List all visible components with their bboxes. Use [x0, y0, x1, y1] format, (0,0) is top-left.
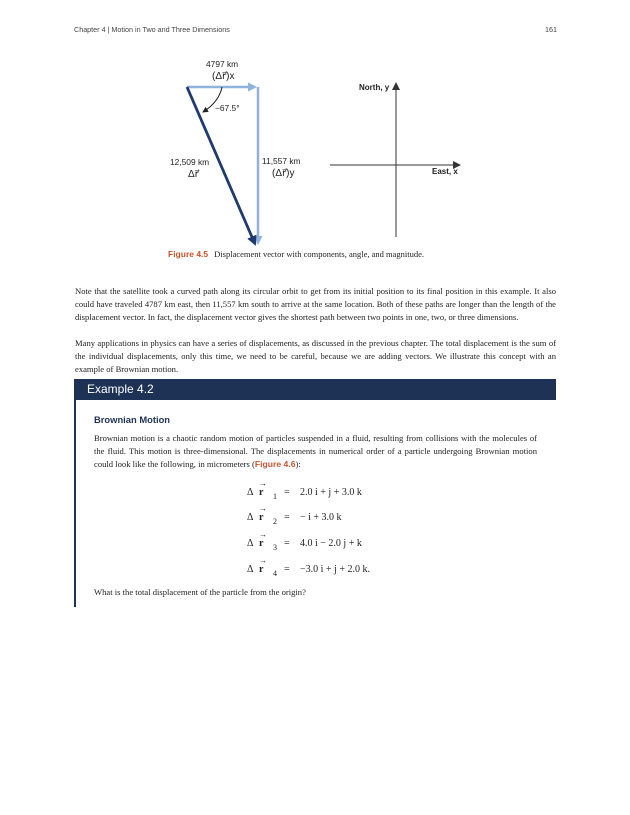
eq2-equals: =	[284, 512, 290, 523]
x-vector-label: (Δr⃗)x	[212, 71, 235, 82]
equation-1: Δ → r 1 = 2.0 i + j + 3.0 k	[247, 479, 362, 501]
y-magnitude-label: 11,557 km	[262, 156, 301, 166]
y-vector-label: (Δr⃗)y	[272, 168, 295, 179]
example-header-bar	[74, 379, 556, 400]
eq4-equals: =	[284, 564, 290, 575]
eq3-equals: =	[284, 538, 290, 549]
eq3-delta: Δ	[247, 538, 254, 549]
east-axis-label: East, x	[432, 167, 458, 176]
x-magnitude-label: 4797 km	[206, 59, 239, 69]
example-question: What is the total displacement of the particle from the origin?	[94, 587, 306, 597]
figure-4-6-link[interactable]: Figure 4.6	[254, 459, 296, 470]
page-number: 161	[545, 25, 557, 34]
eq1-subscript: 1	[273, 492, 277, 501]
body-paragraph-2: Many applications in physics can have a series of displacements, as discussed in the previous chapter. The total displacement is the sum of the individual displacements, only this time, we need to be careful, because we are adding vectors. We illustrate this concept with an example of Brownian motion.	[75, 338, 556, 375]
equation-2: Δ → r 2 = − i + 3.0 k	[247, 504, 342, 526]
example-title: Example 4.2	[87, 382, 154, 396]
eq4-subscript: 4	[273, 569, 277, 578]
example-intro-paragraph	[94, 432, 537, 472]
displacement-figure	[0, 0, 630, 270]
eq1-rhs: 2.0 i + j + 3.0 k	[300, 487, 362, 498]
north-axis-label: North, y	[359, 83, 390, 92]
eq3-subscript: 3	[273, 543, 277, 552]
example-intro-end: ):	[295, 459, 301, 470]
equation-3: Δ → r 3 = 4.0 i − 2.0 j + k	[247, 530, 362, 552]
figure-caption	[168, 249, 424, 259]
body-paragraph-1: Note that the satellite took a curved path along its circular orbit to get from its initial position to its final position in this example. It also could have traveled 4787 km east, then 11,557 km south to arrive at the same location. Both of these paths are longer than the length of the displacement vector. In fact, the displacement vector gives the shortest path between two points in one, two, or three dimensions.	[75, 286, 556, 323]
example-intro-text: Brownian motion is a chaotic random motion of particles suspended in a fluid, resulting from collisions with the molecules of the fluid. This motion is three-dimensional. The displacements in numerical order of a particle undergoing Brownian motion could look like the following, in micrometers (	[94, 433, 537, 470]
eq1-delta: Δ	[247, 487, 254, 498]
eq2-subscript: 2	[273, 517, 277, 526]
eq4-delta: Δ	[247, 564, 254, 575]
eq2-rhs: − i + 3.0 k	[300, 512, 342, 523]
eq2-delta: Δ	[247, 512, 254, 523]
example-subtitle: Brownian Motion	[94, 414, 171, 425]
running-header-chapter: Chapter 4 | Motion in Two and Three Dimensions	[74, 25, 230, 34]
eq3-rhs: 4.0 i − 2.0 j + k	[300, 538, 362, 549]
figure-caption-number: Figure 4.5	[168, 249, 209, 259]
r-magnitude-label: 12,509 km	[170, 157, 210, 167]
figure-caption-text: Displacement vector with components, angle, and magnitude.	[214, 249, 424, 259]
eq4-rhs: −3.0 i + j + 2.0 k.	[300, 564, 370, 575]
eq1-equals: =	[284, 487, 290, 498]
equation-4: Δ → r 4 = −3.0 i + j + 2.0 k.	[247, 556, 370, 578]
r-vector-label: Δr⃗	[188, 169, 199, 180]
angle-label: −67.5°	[215, 103, 240, 113]
